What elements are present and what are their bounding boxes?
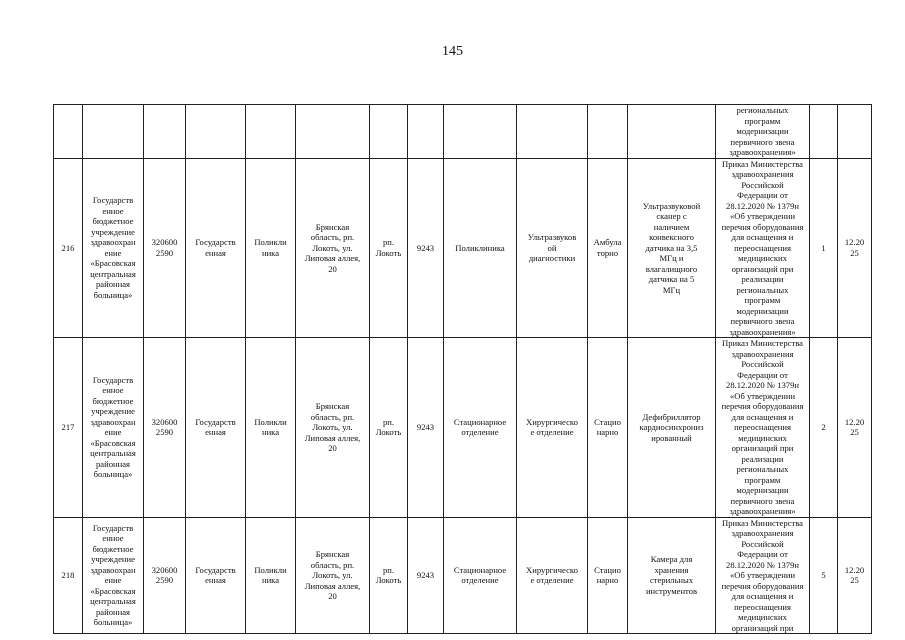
ownership-cell	[186, 158, 246, 338]
cell-text-line: енная	[205, 247, 226, 258]
cell-text-line: «Об утверждении	[729, 570, 796, 580]
cell-text-line: учреждение	[91, 406, 135, 417]
cell-text-line: больница»	[93, 617, 133, 628]
cell-text-line: для оснащения и	[731, 411, 794, 422]
date-cell	[838, 517, 872, 634]
cell-text-line: Стационарное	[453, 416, 507, 427]
cell-text-line: нарно	[596, 575, 619, 586]
document-cell	[716, 517, 810, 634]
code-cell	[144, 338, 186, 518]
cell-text-line: 320600	[151, 416, 178, 427]
facility-type-cell	[246, 338, 296, 518]
cell-text-line: модернизации	[736, 126, 789, 136]
cell-text-line: наличием	[653, 221, 690, 232]
document-cell	[716, 158, 810, 338]
cell-text-line: Локоть, ул.	[312, 242, 353, 253]
cell-text-line: центральная	[90, 596, 136, 607]
cell-text-line: 2590	[155, 427, 174, 438]
cell-text-line: «Брасовская	[90, 585, 136, 596]
cell-text-line: здравоохранения»	[729, 506, 796, 516]
cell-text-line: МГц и	[659, 253, 684, 263]
locality-cell	[370, 517, 408, 634]
cell-text-line: перечня оборудования	[721, 221, 804, 232]
cell-text-line: рп.	[382, 564, 395, 575]
cell-text-line: перечня оборудования	[721, 580, 804, 591]
cell-text-line: 320600	[151, 237, 178, 248]
cell-text-line: енное	[102, 205, 124, 216]
cell-text-line: датчика на 3,5	[645, 242, 698, 253]
cell-text-line: организаций при	[731, 622, 794, 633]
cell-text-line: Федерации от	[737, 369, 788, 380]
cell-text-line: региональных	[736, 464, 789, 474]
cell-text-line: Дефибриллятор	[642, 411, 701, 422]
cell-text-line: отделение	[461, 427, 499, 438]
cell-text-line: датчика на 5	[648, 274, 695, 284]
unit-cell	[517, 158, 588, 338]
cell-text-line: районная	[96, 606, 130, 617]
cell-text-line: региональных	[736, 105, 789, 115]
cell-text-line: кардиосинхрониз	[639, 422, 704, 432]
cell-text-line: 28.12.2020 № 1379н	[726, 200, 799, 211]
quantity-cell: 5	[810, 517, 838, 634]
cell-text-line: Локоть	[375, 247, 402, 258]
cell-text-line: торно	[596, 247, 619, 258]
cell-text-line: здравоохранения	[731, 169, 794, 179]
cell-text-line: 20	[328, 591, 337, 601]
date-cell	[838, 338, 872, 518]
cell-text-line: перечня оборудования	[721, 401, 804, 411]
cell-text-line: енное	[102, 385, 124, 396]
cell-text-line: Локоть, ул.	[312, 422, 353, 432]
cell-text-line: ой	[547, 242, 557, 253]
cell-text-line: для оснащения и	[731, 591, 794, 601]
cell-text-line: программ	[744, 295, 781, 305]
cell-text-line: центральная	[90, 268, 136, 279]
cell-text-line: е отделение	[530, 427, 574, 438]
cell-text-line: для оснащения и	[731, 232, 794, 242]
cell-text-line: районная	[96, 279, 130, 290]
cell-text-line: Липовая аллея,	[304, 432, 361, 443]
table-row-continuation	[54, 105, 872, 159]
cell-text-line: Государств	[195, 564, 236, 575]
cell-text-line: модернизации	[736, 305, 789, 316]
cell-text-line: область, рп.	[310, 411, 355, 422]
cell-text-line: Государств	[92, 522, 134, 533]
locality-cell	[370, 158, 408, 338]
cell-text-line: сканер с	[656, 211, 687, 221]
cell-text-line: Амбула	[593, 237, 622, 248]
quantity-cell: 2	[810, 338, 838, 518]
cell-text-line: больница»	[93, 469, 133, 480]
cell-text-line: 25	[850, 575, 859, 586]
cell-text-line: больница»	[93, 289, 133, 300]
cell-text-line: 25	[850, 247, 859, 258]
cell-text-line: рп.	[382, 237, 395, 248]
cell-text-line: 25	[850, 427, 859, 438]
cell-text-line: Поликли	[254, 564, 287, 575]
code-cell	[144, 517, 186, 634]
row-number-cell: 217	[54, 338, 83, 518]
cell-text-line: Липовая аллея,	[304, 253, 361, 263]
cell-text-line: «Брасовская	[90, 437, 136, 448]
cell-text-line: 2590	[155, 247, 174, 258]
cell-text-line: Локоть	[375, 575, 402, 586]
cell-text-line: нарно	[596, 427, 619, 438]
cell-text-line: 20	[328, 263, 337, 274]
cell-text-line: Приказ Министерства	[722, 338, 803, 348]
cell-text-line: ника	[261, 575, 280, 586]
cell-text-line: 28.12.2020 № 1379н	[726, 559, 799, 570]
unit-cell	[517, 338, 588, 518]
cell-text-line: Поликли	[254, 416, 287, 427]
locality-cell	[370, 338, 408, 518]
cell-text-line: Государств	[92, 195, 134, 206]
cell-text-line: Государств	[92, 374, 134, 385]
cell-text-line: Федерации от	[737, 190, 788, 200]
code-cell	[144, 158, 186, 338]
cell-text-line: Приказ Министерства	[722, 517, 803, 528]
cell-text-line: Стацио	[594, 564, 621, 575]
ownership-cell	[186, 338, 246, 518]
cell-text-line: переоснащения	[734, 601, 791, 612]
date-cell	[838, 158, 872, 338]
cell-text-line: программ	[744, 474, 781, 485]
cell-text-line: стерильных	[649, 575, 694, 586]
subdivision-cell	[444, 517, 517, 634]
cell-text-line: первичного звена	[730, 495, 795, 506]
cell-text-line: Российской	[741, 359, 784, 369]
cell-text-line: Приказ Министерства	[722, 158, 803, 169]
cell-text-line: здравоохран	[90, 237, 136, 248]
facility-type-cell	[246, 158, 296, 338]
cell-text-line: е отделение	[530, 575, 574, 586]
cell-text-line: рп.	[382, 416, 395, 427]
cell-text-line: учреждение	[91, 226, 135, 237]
cell-text-line: программ	[744, 115, 781, 126]
cell-text-line: «Об утверждении	[729, 211, 796, 221]
care-type-cell	[588, 338, 628, 518]
cell-text-line: Брянская	[315, 549, 350, 559]
cell-text-line: Хирургическо	[526, 416, 578, 427]
address-cell	[296, 338, 370, 518]
cell-text-line: енное	[102, 533, 124, 544]
cell-text-line: Брянская	[315, 221, 350, 232]
quantity-cell: 1	[810, 158, 838, 338]
cell-text-line: «Брасовская	[90, 258, 136, 269]
address-cell	[296, 517, 370, 634]
cell-text-line: Камера для	[650, 554, 693, 565]
cell-text-line: Государств	[195, 237, 236, 248]
cell-text-line: 12.20	[844, 564, 865, 575]
row-number-cell: 216	[54, 158, 83, 338]
cell-text-line: 28.12.2020 № 1379н	[726, 380, 799, 390]
address-cell	[296, 158, 370, 338]
cell-text-line: Государств	[195, 416, 236, 427]
cell-text-line: реализации	[741, 274, 784, 284]
organization-cell	[83, 517, 144, 634]
cell-text-line: Локоть, ул.	[312, 570, 353, 580]
cell-text-line: ника	[261, 427, 280, 438]
cell-text-line: Липовая аллея,	[304, 580, 361, 591]
cell-text-line: 2590	[155, 575, 174, 586]
cell-text-line: ение	[104, 247, 122, 258]
cell-text-line: енная	[205, 575, 226, 586]
cell-text-line: бюджетное	[92, 216, 134, 227]
cell-text-line: Поликли	[254, 237, 287, 248]
cell-text-line: диагностики	[528, 253, 576, 263]
document-cell	[716, 105, 810, 159]
cell-text-line: ение	[104, 575, 122, 586]
cell-text-line: переоснащения	[734, 422, 791, 432]
cell-text-line: ение	[104, 427, 122, 438]
care-type-cell	[588, 517, 628, 634]
cell-text-line: енная	[205, 427, 226, 438]
cell-text-line: Ультразвуковой	[642, 200, 701, 211]
cell-text-line: влагалищного	[645, 263, 698, 274]
cell-text-line: ированный	[651, 432, 692, 443]
equipment-cell	[628, 517, 716, 634]
cell-text-line: Стационарное	[453, 564, 507, 575]
table-row	[54, 158, 872, 338]
cell-text-line: Федерации от	[737, 549, 788, 559]
cell-text-line: учреждение	[91, 554, 135, 565]
cell-text-line: бюджетное	[92, 543, 134, 554]
subdivision-cell	[444, 338, 517, 518]
cell-text-line: МГц	[662, 284, 681, 295]
cell-text-line: Поликлиника	[455, 242, 505, 253]
cell-text-line: 320600	[151, 564, 178, 575]
cell-text-line: медицинских	[738, 253, 787, 263]
cell-text-line: Российской	[741, 538, 784, 549]
cell-text-line: первичного звена	[730, 316, 795, 326]
cell-text-line: Стацио	[594, 416, 621, 427]
cell-text-line: медицинских	[738, 432, 787, 443]
cell-text-line: конвексного	[649, 232, 694, 242]
cell-text-line: «Об утверждении	[729, 390, 796, 401]
cell-text-line: область, рп.	[310, 232, 355, 242]
cell-text-line: 12.20	[844, 237, 865, 248]
cell-text-line: Хирургическо	[526, 564, 578, 575]
organization-cell	[83, 158, 144, 338]
cell-text-line: хранения	[654, 564, 689, 575]
cell-text-line: Российской	[741, 179, 784, 190]
cell-text-line: 12.20	[844, 416, 865, 427]
cell-text-line: здравоохранения»	[729, 147, 796, 157]
page-number: 145	[442, 44, 463, 59]
cell-text-line: Брянская	[315, 401, 350, 411]
equipment-table	[53, 104, 872, 634]
facility-type-cell	[246, 517, 296, 634]
cell-text-line: организаций при	[731, 443, 794, 453]
cell-text-line: здравоохранения»	[729, 326, 796, 337]
cell-text-line: инструментов	[645, 585, 698, 596]
unit-cell	[517, 517, 588, 634]
subdivision-cell	[444, 158, 517, 338]
cell-text-line: районная	[96, 458, 130, 469]
cell-text-line: отделение	[461, 575, 499, 586]
table-row	[54, 338, 872, 518]
cell-text-line: здравоохран	[90, 564, 136, 575]
cell-text-line: Ультразвуков	[527, 232, 577, 242]
cell-text-line: модернизации	[736, 485, 789, 495]
cell-text-line: область, рп.	[310, 559, 355, 570]
cell-text-line: ника	[261, 247, 280, 258]
document-cell	[716, 338, 810, 518]
equipment-cell	[628, 338, 716, 518]
cell-text-line: первичного звена	[730, 136, 795, 147]
equipment-cell	[628, 158, 716, 338]
ownership-cell	[186, 517, 246, 634]
cell-text-line: бюджетное	[92, 395, 134, 406]
cell-text-line: Локоть	[375, 427, 402, 438]
index-cell: 9243	[408, 158, 444, 338]
cell-text-line: 20	[328, 443, 337, 453]
cell-text-line: региональных	[736, 284, 789, 295]
organization-cell	[83, 338, 144, 518]
cell-text-line: центральная	[90, 448, 136, 459]
cell-text-line: реализации	[741, 453, 784, 464]
cell-text-line: организаций при	[731, 263, 794, 274]
cell-text-line: переоснащения	[734, 242, 791, 253]
index-cell: 9243	[408, 338, 444, 518]
table-row	[54, 517, 872, 634]
cell-text-line: здравоохранения	[731, 528, 794, 538]
index-cell: 9243	[408, 517, 444, 634]
cell-text-line: здравоохранения	[731, 348, 794, 359]
care-type-cell	[588, 158, 628, 338]
row-number-cell: 218	[54, 517, 83, 634]
cell-text-line: медицинских	[738, 612, 787, 622]
cell-text-line: здравоохран	[90, 416, 136, 427]
